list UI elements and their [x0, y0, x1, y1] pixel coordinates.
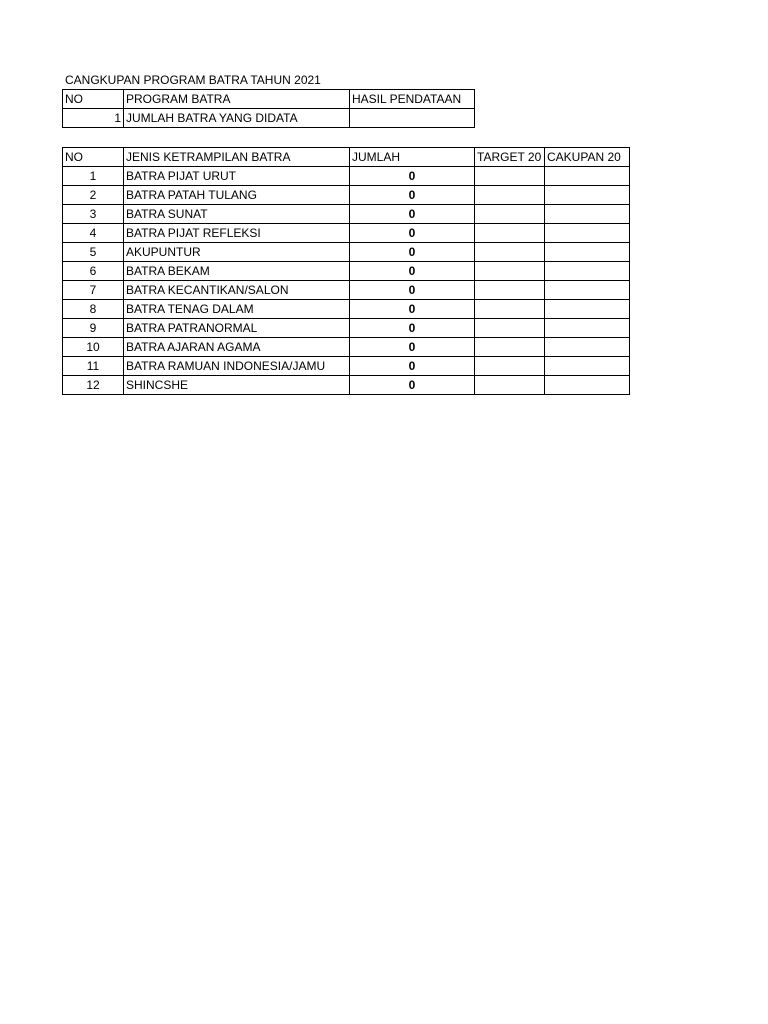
cell-hasil[interactable]	[350, 109, 475, 128]
cell-target[interactable]	[475, 338, 545, 357]
cell-no: 3	[63, 205, 124, 224]
cell-jenis: SHINCSHE	[124, 376, 350, 395]
cell-jumlah: 0	[350, 281, 475, 300]
cell-jumlah: 0	[350, 357, 475, 376]
table-row	[63, 224, 630, 243]
cell-jenis: BATRA PIJAT REFLEKSI	[124, 224, 350, 243]
cell-program: JUMLAH BATRA YANG DIDATA	[124, 109, 350, 128]
cell-jenis: AKUPUNTUR	[124, 243, 350, 262]
cell-no: 2	[63, 186, 124, 205]
cell-no: 12	[63, 376, 124, 395]
cell-cakupan[interactable]	[545, 167, 630, 186]
cell-no: 5	[63, 243, 124, 262]
header-jumlah: JUMLAH	[350, 148, 475, 167]
cell-cakupan[interactable]	[545, 186, 630, 205]
table-row	[63, 167, 630, 186]
document-title: CANGKUPAN PROGRAM BATRA TAHUN 2021	[65, 73, 321, 87]
cell-no: 6	[63, 262, 124, 281]
header-no: NO	[63, 90, 124, 109]
cell-no: 10	[63, 338, 124, 357]
table-row	[63, 300, 630, 319]
table-row	[63, 338, 630, 357]
cell-no: 7	[63, 281, 124, 300]
cell-target[interactable]	[475, 319, 545, 338]
table-row	[63, 319, 630, 338]
cell-jumlah: 0	[350, 186, 475, 205]
cell-no: 9	[63, 319, 124, 338]
cell-jenis: BATRA RAMUAN INDONESIA/JAMU	[124, 357, 350, 376]
cell-jenis: BATRA PATAH TULANG	[124, 186, 350, 205]
cell-cakupan[interactable]	[545, 262, 630, 281]
cell-jumlah: 0	[350, 167, 475, 186]
cell-jenis: BATRA AJARAN AGAMA	[124, 338, 350, 357]
skills-table-header-row	[63, 148, 630, 167]
cell-jumlah: 0	[350, 205, 475, 224]
header-target: TARGET 20	[475, 148, 545, 167]
table-row	[63, 186, 630, 205]
header-hasil: HASIL PENDATAAN	[350, 90, 475, 109]
cell-jenis: BATRA PATRANORMAL	[124, 319, 350, 338]
cell-jumlah: 0	[350, 262, 475, 281]
cell-jenis: BATRA TENAG DALAM	[124, 300, 350, 319]
cell-cakupan[interactable]	[545, 319, 630, 338]
cell-jenis: BATRA SUNAT	[124, 205, 350, 224]
cell-jenis: BATRA BEKAM	[124, 262, 350, 281]
cell-cakupan[interactable]	[545, 376, 630, 395]
cell-cakupan[interactable]	[545, 300, 630, 319]
cell-jumlah: 0	[350, 224, 475, 243]
header-no: NO	[63, 148, 124, 167]
cell-no: 4	[63, 224, 124, 243]
cell-jumlah: 0	[350, 300, 475, 319]
table-row	[63, 109, 475, 128]
cell-no: 8	[63, 300, 124, 319]
table-row	[63, 376, 630, 395]
table-row	[63, 243, 630, 262]
header-jenis: JENIS KETRAMPILAN BATRA	[124, 148, 350, 167]
program-table-header-row	[63, 90, 475, 109]
skills-table	[62, 147, 630, 395]
table-row	[63, 205, 630, 224]
cell-jenis: BATRA KECANTIKAN/SALON	[124, 281, 350, 300]
cell-target[interactable]	[475, 262, 545, 281]
cell-jumlah: 0	[350, 338, 475, 357]
cell-cakupan[interactable]	[545, 205, 630, 224]
cell-target[interactable]	[475, 281, 545, 300]
table-row	[63, 281, 630, 300]
cell-target[interactable]	[475, 167, 545, 186]
cell-target[interactable]	[475, 205, 545, 224]
cell-cakupan[interactable]	[545, 281, 630, 300]
cell-no: 11	[63, 357, 124, 376]
cell-jumlah: 0	[350, 319, 475, 338]
table-row	[63, 357, 630, 376]
cell-cakupan[interactable]	[545, 338, 630, 357]
cell-jumlah: 0	[350, 376, 475, 395]
cell-jumlah: 0	[350, 243, 475, 262]
cell-cakupan[interactable]	[545, 243, 630, 262]
cell-target[interactable]	[475, 376, 545, 395]
cell-jenis: BATRA PIJAT URUT	[124, 167, 350, 186]
cell-target[interactable]	[475, 357, 545, 376]
table-row	[63, 262, 630, 281]
cell-no: 1	[63, 167, 124, 186]
cell-target[interactable]	[475, 224, 545, 243]
cell-target[interactable]	[475, 186, 545, 205]
cell-cakupan[interactable]	[545, 357, 630, 376]
header-cakupan: CAKUPAN 20	[545, 148, 630, 167]
cell-cakupan[interactable]	[545, 224, 630, 243]
cell-target[interactable]	[475, 300, 545, 319]
cell-target[interactable]	[475, 243, 545, 262]
cell-no: 1	[63, 109, 124, 128]
program-table	[62, 89, 475, 128]
header-program: PROGRAM BATRA	[124, 90, 350, 109]
